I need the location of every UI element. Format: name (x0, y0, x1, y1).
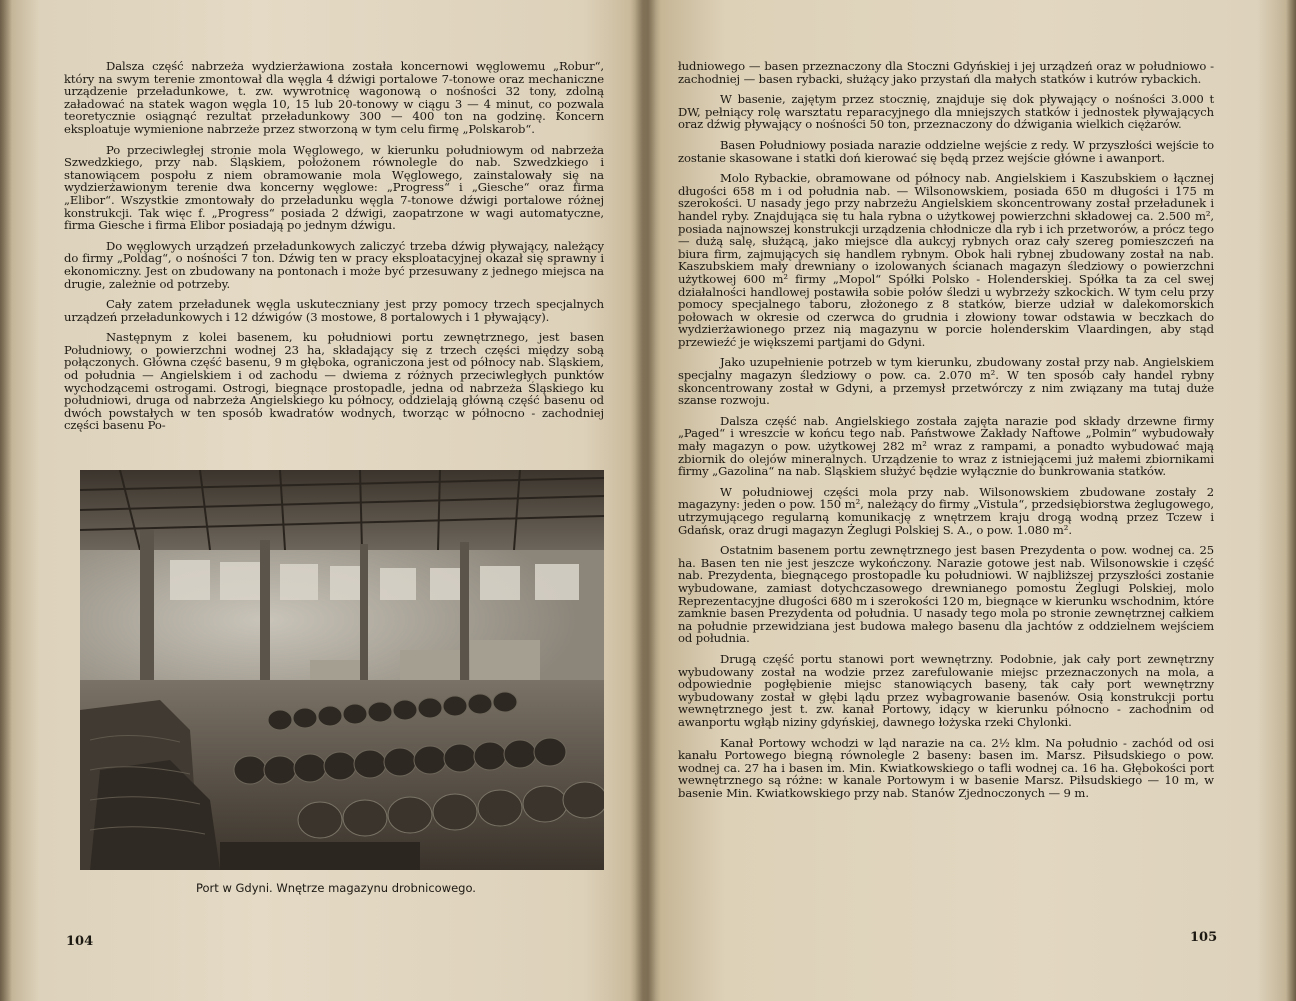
right-paragraph-7: W południowej części mola przy nab. Wilsonowskiem zbudowane zostały 2 magazyny: jeden o pow. 150 m², należący do firmy „Vistula“, przedsiębiorstwa żeglugowego, utrzymującego regularną komunikację z wnętrzem kraju drogą wodną przez Tczew i Gdańsk, oraz drugi magazyn Żeglugi Polskiej S. A., o pow. 1.080 m². (678, 484, 1214, 537)
right-page-text (678, 60, 1214, 807)
book-left-edge (0, 0, 12, 1001)
book-gutter (630, 0, 656, 1001)
book-right-edge (1286, 0, 1296, 1001)
left-page-text (64, 60, 604, 440)
left-paragraph-1: Dalsza część nabrzeża wydzierżawiona została koncernowi węglowemu „Robur“, który na swym terenie zmontował dla węgla 4 dźwigi portalowe 7-tonowe oraz mechaniczne urządzenie przeładunkowe, t. zw. wywrotnicę wagonową o nośności 32 tony, zdolną załadować na statek wagon węgla 10, 15 lub 20-tonowy w ciągu 3 — 4 minut, co pozwala teoretycznie osiągnąć rezultat przeładunkowy 300 — 400 ton na godzinę. Koncern eksploatuje wymienione nabrzeże przez stworzoną w tym celu firmę „Polskarob“. (64, 59, 604, 136)
left-paragraph-3: Do węglowych urządzeń przeładunkowych zaliczyć trzeba dźwig pływający, należący do firmy „Poldag“, o nośności 7 ton. Dźwig ten w pracy eksploatacyjnej okazał się sprawny i ekonomiczny. Jest on zbudowany na pontonach i może być przesuwany z jednego miejsca na drugie, zależnie od potrzeby. (64, 238, 604, 291)
right-paragraph-6: Dalsza część nab. Angielskiego została zajęta narazie pod składy drzewne firmy „Paged“ i wreszcie w końcu tego nab. Państwowe Zakłady Naftowe „Polmin“ wybudowały mały magazyn o pow. użytkowej 282 m² wraz z rampami, a ponadto wybudować mają zbiornik do olejów mineralnych. Urządzenie to wraz z istniejącemi już małemi zbiornikami firmy „Gazolina“ na nab. Śląskiem służyć będzie wyłącznie do bunkrowania statków. (678, 413, 1214, 479)
right-paragraph-2: W basenie, zajętym przez stocznię, znajduje się dok pływający o nośności 3.000 t DW, pełniący rolę warsztatu reparacyjnego dla mniejszych statków i jednostek pływających oraz dźwig pływający o nośności 50 ton, przeznaczony do dźwigania wielkich ciężarów. (678, 92, 1214, 132)
right-paragraph-1: łudniowego — basen przeznaczony dla Stoczni Gdyńskiej i jej urządzeń oraz w południowo - zachodniej — basen rybacki, służący jako przystań dla małych statków i kutrów rybackich. (678, 59, 1214, 86)
right-paragraph-4: Molo Rybackie, obramowane od północy nab. Angielskiem i Kaszubskiem o łącznej długości 658 m i od południa nab. — Wilsonowskiem, posiada 650 m długości i 175 m szerokości. U nasady jego przy nabrzeżu Angielskiem skoncentrowany został przeładunek i handel ryby. Znajdująca się tu hala rybna o użytkowej powierzchni składowej ca. 2.500 m², posiada najnowszej konstrukcji urządzenia chłodnicze dla ryb i ich przetworów, a prócz tego — dużą salę, służącą, jako miejsce dla aukcyj rybnych oraz cały szereg pomieszczeń na biura firm, zajmujących się handlem rybnym. Obok hali rybnej zbudowany został na nab. Kaszubskiem mały drewniany o izolowanych ścianach magazyn śledziowy o powierzchni użytkowej 600 m² firmy „Mopol“ Spółki Polsko - Holenderskiej. Spółka ta za cel swej działalności handlowej postawiła sobie połów śledzi u wybrzeży szkockich. W tym celu przy pomocy specjalnego taboru, złożonego z 8 statków, bierze udział w dalekomorskich połowach w okresie od czerwca do grudnia i złowiony towar odstawia w beczkach do wydzierżawionego przez nią magazynu w porcie holenderskim Vlaardingen, aby stąd przewieźć je większemi partjami do Gdyni. (678, 171, 1214, 349)
left-paragraph-4: Cały zatem przeładunek węgla uskuteczniany jest przy pomocy trzech specjalnych urządzeń przeładunkowych i 12 dźwigów (3 mostowe, 8 portalowych i 1 pływający). (64, 297, 604, 324)
left-paragraph-5: Następnym z kolei basenem, ku południowi portu zewnętrznego, jest basen Południowy, o powierzchni wodnej 23 ha, składający się z trzech części między sobą połączonych. Główna część basenu, 9 m głęboka, ograniczona jest od północy nab. Śląskiem, od południa — Angielskiem i od zachodu — dwiema z różnych przeciwległych punktów wychodzącemi ostrogami. Ostrogi, biegnące prostopadle, jedna od nabrzeża Śląskiego ku południowi, druga od nabrzeża Angielskiego ku północy, oddzielają główną część basenu od dwóch powstałych w ten sposób kwadratów wodnych, tworząc w północno - zachodniej części basenu Po- (64, 330, 604, 433)
right-paragraph-8: Ostatnim basenem portu zewnętrznego jest basen Prezydenta o pow. wodnej ca. 25 ha. Basen ten nie jest jeszcze wykończony. Narazie gotowe jest nab. Wilsonowskie i część nab. Prezydenta, biegnącego prostopadle ku południowi. W najbliższej przyszłości zostanie wybudowane, zamiast dotychczasowego drewnianego pomostu Żeglugi Polskiej, molo Reprezentacyjne długości 680 m i szerokości 120 m, biegnące w kierunku wschodnim, które zamknie basen Prezydenta od południa. U nasady tego mola po stronie zewnętrznej całkiem na południe przewidziana jest budowa małego basenu dla jachtów z oddzielnem wejściem od południa. (678, 543, 1214, 646)
photo-caption: Port w Gdyni. Wnętrze magazynu drobnicowego. (196, 881, 476, 895)
page-number-left: 104 (66, 934, 94, 949)
page-number-right: 105 (1190, 930, 1218, 945)
right-paragraph-5: Jako uzupełnienie potrzeb w tym kierunku, zbudowany został przy nab. Angielskiem specjalny magazyn śledziowy o pow. ca. 2.070 m². W ten sposób cały handel rybny skoncentrowany został w Gdyni, a przemysł przetwórczy z nim związany ma tutaj duże szanse rozwoju. (678, 355, 1214, 408)
warehouse-photo (80, 470, 604, 870)
warehouse-photo-image (80, 470, 604, 870)
right-paragraph-10: Kanał Portowy wchodzi w ląd narazie na ca. 2½ klm. Na południo - zachód od osi kanału Portowego biegną równolegle 2 baseny: basen im. Marsz. Piłsudskiego o pow. wodnej ca. 27 ha i basen im. Min. Kwiatkowskiego o tafli wodnej ca. 16 ha. Głębokości port wewnętrznego są różne: w kanale Portowym i w basenie Marsz. Piłsudskiego — 10 m, w basenie Min. Kwiatkowskiego przy nab. Stanów Zjednoczonych — 9 m. (678, 735, 1214, 800)
left-paragraph-2: Po przeciwległej stronie mola Węglowego, w kierunku południowym od nabrzeża Szwedzkiego, przy nab. Śląskiem, położonem równolegle do nab. Szwedzkiego i stanowiącem pospołu z niem obramowanie mola Węglowego, zainstalowały się na wydzierżawionym terenie dwa koncerny węglowe: „Progress“ i „Giesche“ oraz firma „Elibor“. Wszystkie zmontowały do przeładunku węgla 7-tonowe dźwigi portalowe różnej konstrukcji. Tak więc f. „Progress“ posiada 2 dźwigi, zaopatrzone w wagi automatyczne, firma Giesche i firma Elibor posiadają po jednym dźwigu. (64, 142, 604, 233)
right-paragraph-9: Drugą część portu stanowi port wewnętrzny. Podobnie, jak cały port zewnętrzny wybudowany został na wodzie przez zarefulowanie miejsc przeznaczonych na mola, a odpowiednie pogłębienie miejsc stanowiących baseny, tak cały port wewnętrzny wybudowany został w głębi lądu przez wybagrowanie basenów. Osią konstrukcji portu wewnętrznego jest t. zw. kanał Portowy, idący w kierunku północno - zachodnim od awanportu wgłąb niziny gdyńskiej, dawnego łożyska rzeki Chylonki. (678, 651, 1214, 729)
right-paragraph-3: Basen Południowy posiada narazie oddzielne wejście z redy. W przyszłości wejście to zostanie skasowane i statki doń kierować się będą przez wejście główne i awanport. (678, 137, 1214, 165)
